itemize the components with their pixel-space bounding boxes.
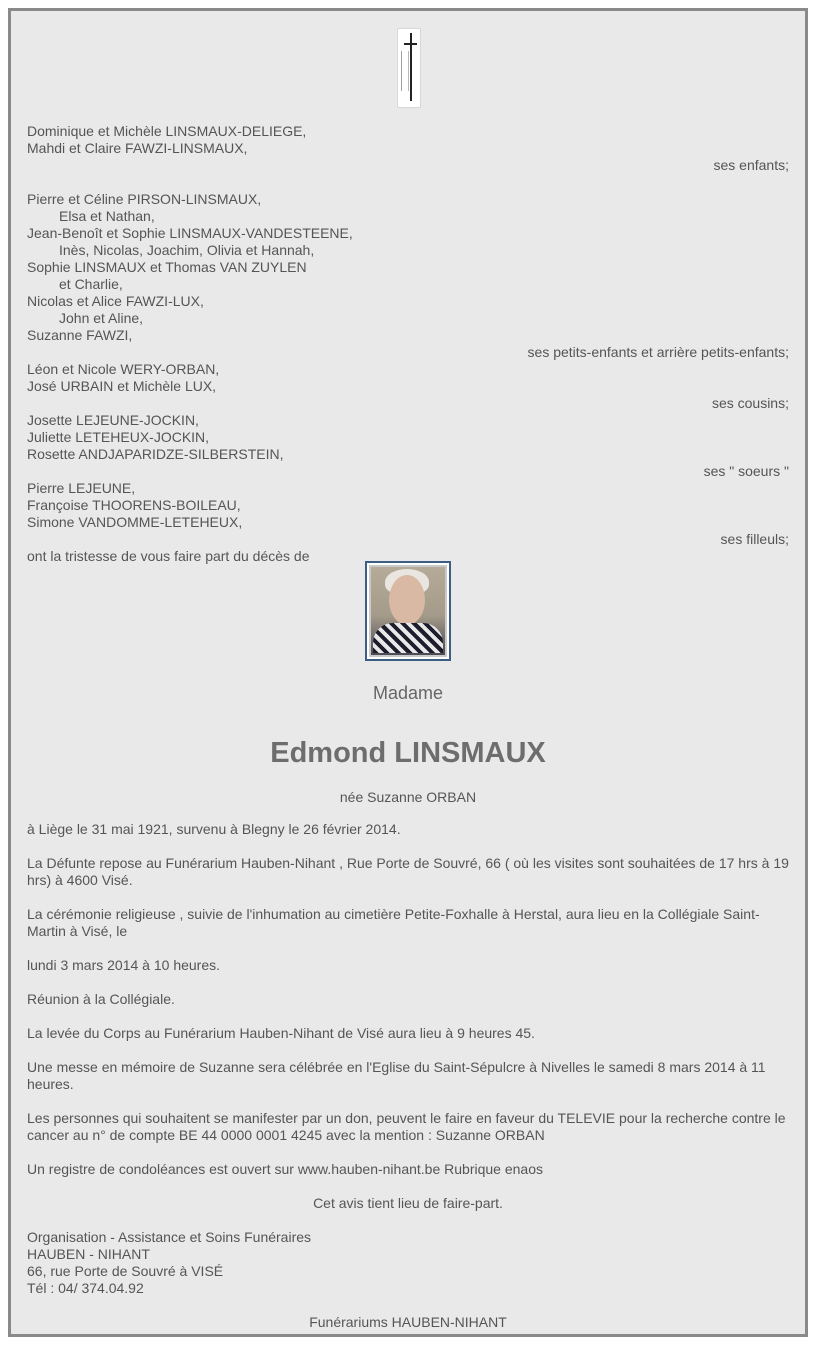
organisation-line: Organisation - Assistance et Soins Funéraires bbox=[27, 1229, 312, 1245]
relation-label: ses filleuls; bbox=[720, 531, 789, 547]
salutation: Madame bbox=[372, 683, 444, 703]
family-line: Rosette ANDJAPARIDZE-SILBERSTEIN, bbox=[27, 446, 284, 462]
organisation-block bbox=[27, 1229, 789, 1297]
family-line: Mahdi et Claire FAWZI-LINSMAUX, bbox=[27, 140, 248, 156]
family-line: Pierre LEJEUNE, bbox=[27, 480, 136, 496]
details-section bbox=[27, 821, 789, 1348]
deceased-name: Edmond LINSMAUX bbox=[270, 737, 546, 769]
family-line: et Charlie, bbox=[59, 276, 123, 292]
birth-name: née Suzanne ORBAN bbox=[339, 789, 477, 805]
detail-paragraph: Les personnes qui souhaitent se manifester par un don, peuvent le faire en faveur du TELEVIE pour la recherche contre le cancer au n° de compte BE 44 0000 0001 4245 avec la mention : Suzanne ORBAN bbox=[27, 1110, 786, 1143]
relation-label: ses enfants; bbox=[713, 157, 789, 173]
family-line: Simone VANDOMME-LETEHEUX, bbox=[27, 514, 243, 530]
family-line: Elsa et Nathan, bbox=[59, 208, 155, 224]
family-line: Sophie LINSMAUX et Thomas VAN ZUYLEN bbox=[27, 259, 307, 275]
family-line: Françoise THOORENS-BOILEAU, bbox=[27, 497, 241, 513]
cross-icon bbox=[397, 28, 421, 108]
relation-label: ses petits-enfants et arrière petits-enfants; bbox=[527, 344, 789, 360]
detail-paragraph: à Liège le 31 mai 1921, survenu à Blegny le 26 février 2014. bbox=[27, 821, 401, 837]
organisation-line: 66, rue Porte de Souvré à VISÉ bbox=[27, 1263, 224, 1279]
family-line: Dominique et Michèle LINSMAUX-DELIEGE, bbox=[27, 123, 307, 139]
relation-label: ses " soeurs " bbox=[703, 463, 789, 479]
detail-paragraph: lundi 3 mars 2014 à 10 heures. bbox=[27, 957, 221, 973]
family-line: Jean-Benoît et Sophie LINSMAUX-VANDESTEENE, bbox=[27, 225, 353, 241]
family-line: Suzanne FAWZI, bbox=[27, 327, 133, 343]
detail-paragraph: La cérémonie religieuse , suivie de l'inhumation au cimetière Petite-Foxhalle à Herstal, aura lieu en la Collégiale Saint-Martin à Visé, le bbox=[27, 906, 760, 939]
portrait-photo bbox=[365, 561, 451, 661]
family-line: ont la tristesse de vous faire part du décès de bbox=[27, 548, 310, 564]
family-line: Pierre et Céline PIRSON-LINSMAUX, bbox=[27, 191, 262, 207]
family-list bbox=[27, 123, 789, 565]
footer-text: Funérariums HAUBEN-NIHANT bbox=[309, 1314, 507, 1330]
organisation-line: HAUBEN - NIHANT bbox=[27, 1246, 150, 1262]
notice-text: Cet avis tient lieu de faire-part. bbox=[313, 1195, 503, 1211]
family-line: Juliette LETEHEUX-JOCKIN, bbox=[27, 429, 210, 445]
detail-paragraph: Réunion à la Collégiale. bbox=[27, 991, 175, 1007]
detail-paragraph: Un registre de condoléances est ouvert sur www.hauben-nihant.be Rubrique enaos bbox=[27, 1161, 543, 1177]
spacer bbox=[27, 174, 789, 191]
detail-paragraph: La Défunte repose au Funérarium Hauben-Nihant , Rue Porte de Souvré, 66 ( où les visites sont souhaitées de 17 hrs à 19 hrs) à 4600 Visé. bbox=[27, 855, 789, 888]
family-line: Josette LEJEUNE-JOCKIN, bbox=[27, 412, 199, 428]
obituary-card bbox=[8, 8, 808, 1337]
family-line: Léon et Nicole WERY-ORBAN, bbox=[27, 361, 220, 377]
organisation-phone: Tél : 04/ 374.04.92 bbox=[27, 1280, 144, 1296]
family-line: José URBAIN et Michèle LUX, bbox=[27, 378, 217, 394]
relation-label: ses cousins; bbox=[711, 395, 789, 411]
family-line: Nicolas et Alice FAWZI-LUX, bbox=[27, 293, 204, 309]
family-line: John et Aline, bbox=[59, 310, 144, 326]
detail-paragraph: Une messe en mémoire de Suzanne sera célébrée en l'Eglise du Saint-Sépulcre à Nivelles le samedi 8 mars 2014 à 11 heures. bbox=[27, 1059, 766, 1092]
detail-paragraph: La levée du Corps au Funérarium Hauben-Nihant de Visé aura lieu à 9 heures 45. bbox=[27, 1025, 535, 1041]
family-line: Inès, Nicolas, Joachim, Olivia et Hannah, bbox=[59, 242, 315, 258]
